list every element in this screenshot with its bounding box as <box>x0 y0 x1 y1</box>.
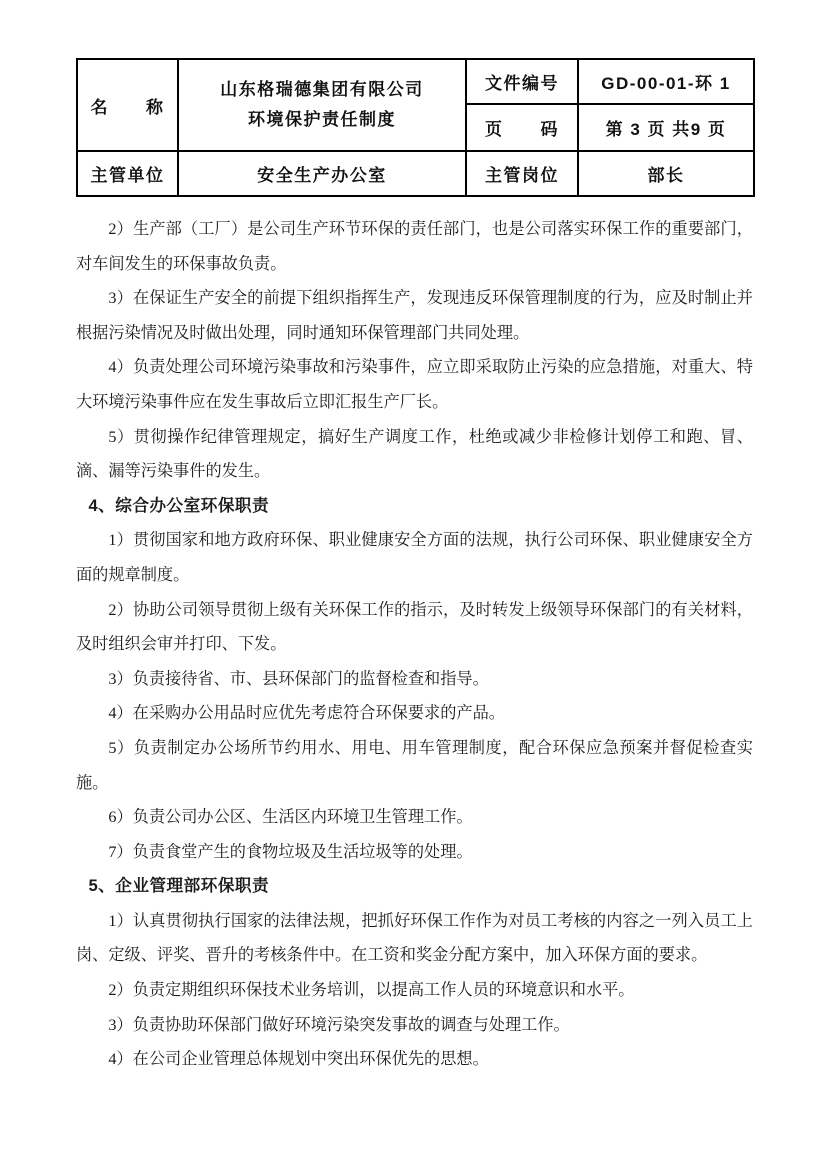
document-body-area <box>76 58 753 1077</box>
body-paragraph: 2）生产部（工厂）是公司生产环节环保的责任部门，也是公司落实环保工作的重要部门，对车间发生的环保事故负责。 <box>76 220 753 273</box>
name-label-cell: 名 称 <box>77 59 178 151</box>
supervisor-post-label-cell: 主管岗位 <box>466 151 578 196</box>
body-paragraph: 1）贯彻国家和地方政府环保、职业健康安全方面的法规，执行公司环保、职业健康安全方面的规章制度。 <box>76 531 753 584</box>
section-heading: 4、综合办公室环保职责 <box>88 495 270 515</box>
body-paragraph: 5）贯彻操作纪律管理规定，搞好生产调度工作，杜绝或减少非检修计划停工和跑、冒、滴、漏等污染事件的发生。 <box>76 427 753 481</box>
company-name: 山东格瑞德集团有限公司 <box>220 80 424 99</box>
body-paragraph: 7）负责食堂产生的食物垃圾及生活垃圾等的处理。 <box>108 842 473 861</box>
body-paragraph: 4）在公司企业管理总体规划中突出环保优先的思想。 <box>108 1050 489 1069</box>
page-number-label-cell: 页 码 <box>466 104 578 151</box>
supervisor-unit-label-cell: 主管单位 <box>77 151 178 196</box>
body-paragraph: 3）负责协助环保部门做好环境污染突发事故的调查与处理工作。 <box>108 1015 570 1034</box>
body-paragraph: 4）负责处理公司环境污染事故和污染事件，应立即采取防止污染的应急措施，对重大、特大环境污染事件应在发生事故后立即汇报生产厂长。 <box>76 358 753 411</box>
supervisor-unit-value-cell: 安全生产办公室 <box>178 151 466 196</box>
document-title-cell <box>178 59 466 151</box>
doc-number-value-cell: GD-00-01-环 1 <box>578 59 754 104</box>
doc-number-label-cell: 文件编号 <box>466 59 578 104</box>
body-paragraph: 5）负责制定办公场所节约用水、用电、用车管理制度，配合环保应急预案并督促检查实施。 <box>76 738 753 792</box>
document-title: 环境保护责任制度 <box>248 110 396 129</box>
body-paragraph: 2）负责定期组织环保技术业务培训，以提高工作人员的环境意识和水平。 <box>108 981 635 1000</box>
body-paragraph: 4）在采购办公用品时应优先考虑符合环保要求的产品。 <box>108 704 505 723</box>
body-paragraph: 1）认真贯彻执行国家的法律法规，把抓好环保工作作为对员工考核的内容之一列入员工上岗、定级、评奖、晋升的考核条件中。在工资和奖金分配方案中，加入环保方面的要求。 <box>76 911 753 965</box>
page-number-value-cell: 第 3 页 共9 页 <box>578 104 754 151</box>
body-paragraph: 6）负责公司办公区、生活区内环境卫生管理工作。 <box>108 808 473 827</box>
section-heading: 5、企业管理部环保职责 <box>88 876 270 896</box>
supervisor-post-value-cell: 部长 <box>578 151 754 196</box>
document-header-table <box>76 58 755 197</box>
body-paragraph: 2）协助公司领导贯彻上级有关环保工作的指示，及时转发上级领导环保部门的有关材料，及时组织会审并打印、下发。 <box>76 600 753 654</box>
body-paragraph: 3）负责接待省、市、县环保部门的监督检查和指导。 <box>108 669 489 688</box>
document-text-content <box>76 212 753 1077</box>
body-paragraph: 3）在保证生产安全的前提下组织指挥生产，发现违反环保管理制度的行为，应及时制止并根据污染情况及时做出处理，同时通知环保管理部门共同处理。 <box>76 289 753 342</box>
